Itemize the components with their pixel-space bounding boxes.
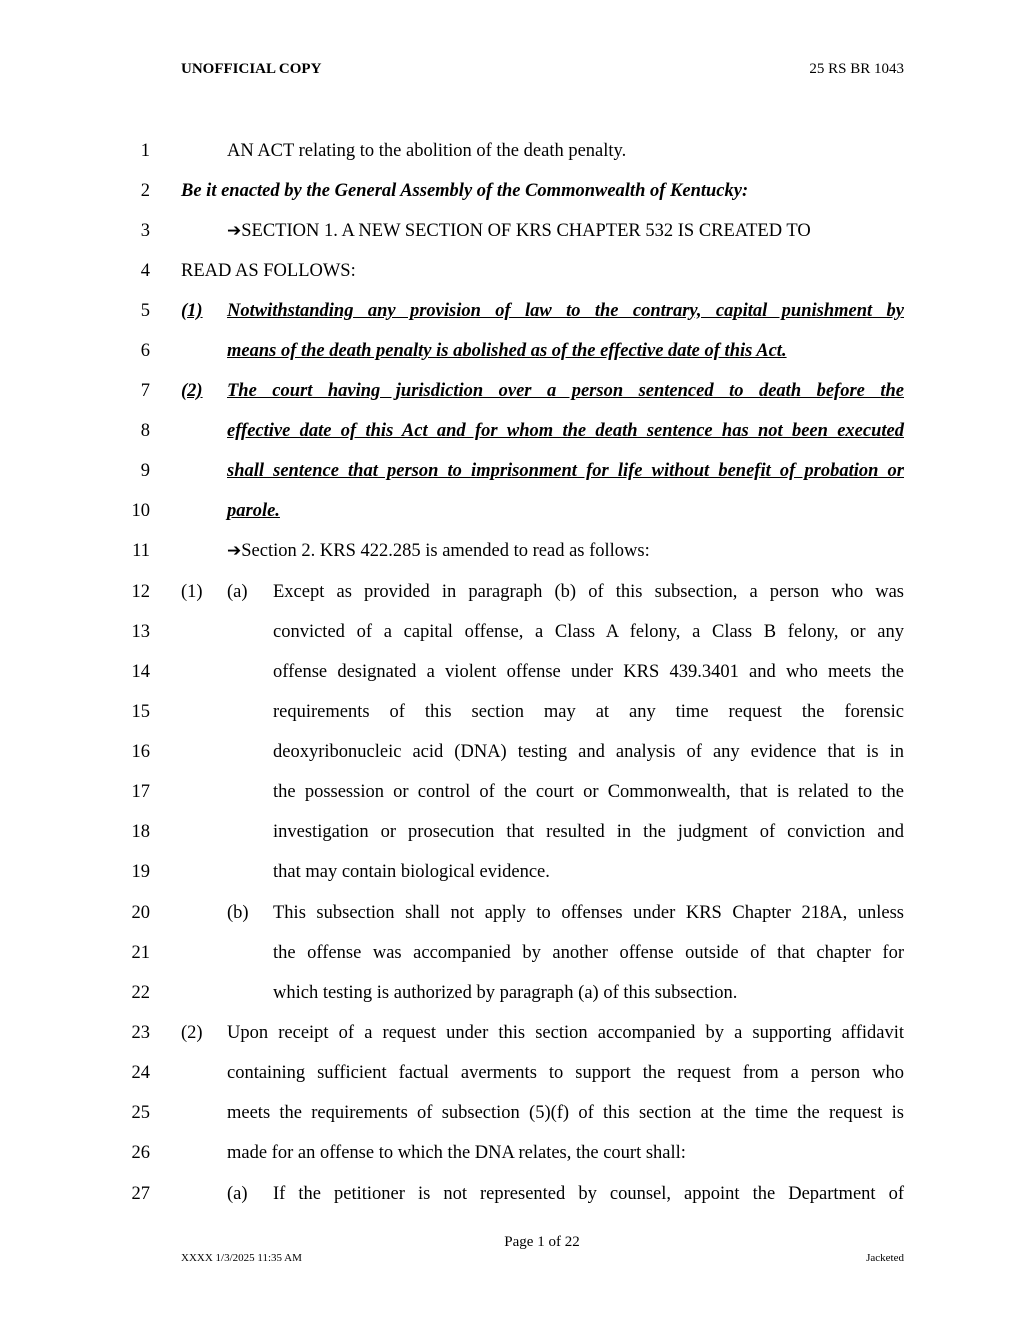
line-number: 19 [131,862,150,882]
line-number: 14 [131,662,150,682]
line-text: parole. [227,501,280,521]
line-text: convicted of a capital offense, a Class A felony, a Class B felony, or any [273,622,904,642]
line-17 [0,777,1024,807]
line-text: Upon receipt of a request under this section accompanied by a supporting affidavit [227,1023,904,1043]
line-number: 2 [140,181,150,201]
line-text: Notwithstanding any provision of law to the contrary, capital punishment by [227,301,904,321]
line-text: investigation or prosecution that resulted in the judgment of conviction and [273,822,904,842]
enacting-clause: Be it enacted by the General Assembly of the Commonwealth of Kentucky: [181,181,749,201]
line-number: 27 [131,1184,150,1204]
section-heading [227,216,904,246]
line-number: 10 [131,501,150,521]
header-right: 25 RS BR 1043 [809,61,904,77]
line-number: 21 [131,943,150,963]
line-number: 18 [131,822,150,842]
line-number: 9 [140,461,150,481]
line-number: 26 [131,1143,150,1163]
line-27 [0,1179,1024,1209]
line-text: offense designated a violent offense under KRS 439.3401 and who meets the [273,662,904,682]
line-number: 8 [140,421,150,441]
line-number: 16 [131,742,150,762]
line-text: meets the requirements of subsection (5)(f) of this section at the time the request is [227,1103,904,1123]
line-4 [0,256,1024,286]
subsection-label: (1) [181,582,203,602]
line-1 [0,136,1024,166]
line-number: 22 [131,983,150,1003]
line-number: 24 [131,1063,150,1083]
line-16 [0,737,1024,767]
line-26 [0,1138,1024,1168]
line-11 [0,536,1024,566]
line-25 [0,1098,1024,1128]
line-text: requirements of this section may at any time request the forensic [273,702,904,722]
line-number: 20 [131,903,150,923]
subsection-label: (2) [181,1023,203,1043]
line-text: made for an offense to which the DNA relates, the court shall: [227,1143,686,1163]
paragraph-label: (a) [227,1184,248,1204]
line-23 [0,1018,1024,1048]
line-text: AN ACT relating to the abolition of the death penalty. [227,141,627,161]
line-2 [0,176,1024,206]
line-number: 13 [131,622,150,642]
line-text: which testing is authorized by paragraph (a) of this subsection. [273,983,738,1003]
line-text: containing sufficient factual averments to support the request from a person who [227,1063,904,1083]
line-10 [0,496,1024,526]
line-15 [0,697,1024,727]
page-number: Page 1 of 22 [504,1234,580,1250]
arrow-right-icon: ➔ [227,221,242,241]
paragraph-label: (a) [227,582,248,602]
subsection-label: (2) [181,381,203,401]
line-text: the offense was accompanied by another offense outside of that chapter for [273,943,904,963]
paragraph-label: (b) [227,903,249,923]
line-text: READ AS FOLLOWS: [181,261,356,281]
line-text: Except as provided in paragraph (b) of this subsection, a person who was [273,582,904,602]
footer-left: XXXX 1/3/2025 11:35 AM [181,1252,302,1264]
line-3 [0,216,1024,246]
line-20 [0,898,1024,928]
line-number: 4 [140,261,150,281]
line-21 [0,938,1024,968]
line-number: 23 [131,1023,150,1043]
line-19 [0,857,1024,887]
footer-right: Jacketed [866,1252,904,1264]
line-number: 3 [140,221,150,241]
line-number: 1 [140,141,150,161]
header-left: UNOFFICIAL COPY [181,61,322,77]
line-12 [0,577,1024,607]
line-text: deoxyribonucleic acid (DNA) testing and analysis of any evidence that is in [273,742,904,762]
section-heading-text: SECTION 1. A NEW SECTION OF KRS CHAPTER 532 IS CREATED TO [241,221,811,241]
line-text: the possession or control of the court or Commonwealth, that is related to the [273,782,904,802]
line-text: that may contain biological evidence. [273,862,550,882]
line-24 [0,1058,1024,1088]
line-7 [0,376,1024,406]
line-8 [0,416,1024,446]
subsection-label: (1) [181,301,203,321]
line-9 [0,456,1024,486]
line-text: The court having jurisdiction over a person sentenced to death before the [227,381,904,401]
arrow-right-icon: ➔ [227,541,242,561]
section-heading-text: Section 2. KRS 422.285 is amended to read as follows: [241,541,650,561]
line-6 [0,336,1024,366]
line-number: 7 [140,381,150,401]
line-14 [0,657,1024,687]
line-number: 12 [131,582,150,602]
section-heading [227,536,650,566]
line-text: shall sentence that person to imprisonment for life without benefit of probation or [227,461,904,481]
line-text: effective date of this Act and for whom the death sentence has not been executed [227,421,904,441]
line-5 [0,296,1024,326]
line-number: 25 [131,1103,150,1123]
line-number: 17 [131,782,150,802]
line-22 [0,978,1024,1008]
line-18 [0,817,1024,847]
line-text: If the petitioner is not represented by counsel, appoint the Department of [273,1184,904,1204]
line-number: 5 [140,301,150,321]
line-text: This subsection shall not apply to offenses under KRS Chapter 218A, unless [273,903,904,923]
line-number: 15 [131,702,150,722]
line-text: means of the death penalty is abolished as of the effective date of this Act. [227,341,787,361]
line-13 [0,617,1024,647]
line-number: 6 [140,341,150,361]
line-number: 11 [132,541,150,561]
